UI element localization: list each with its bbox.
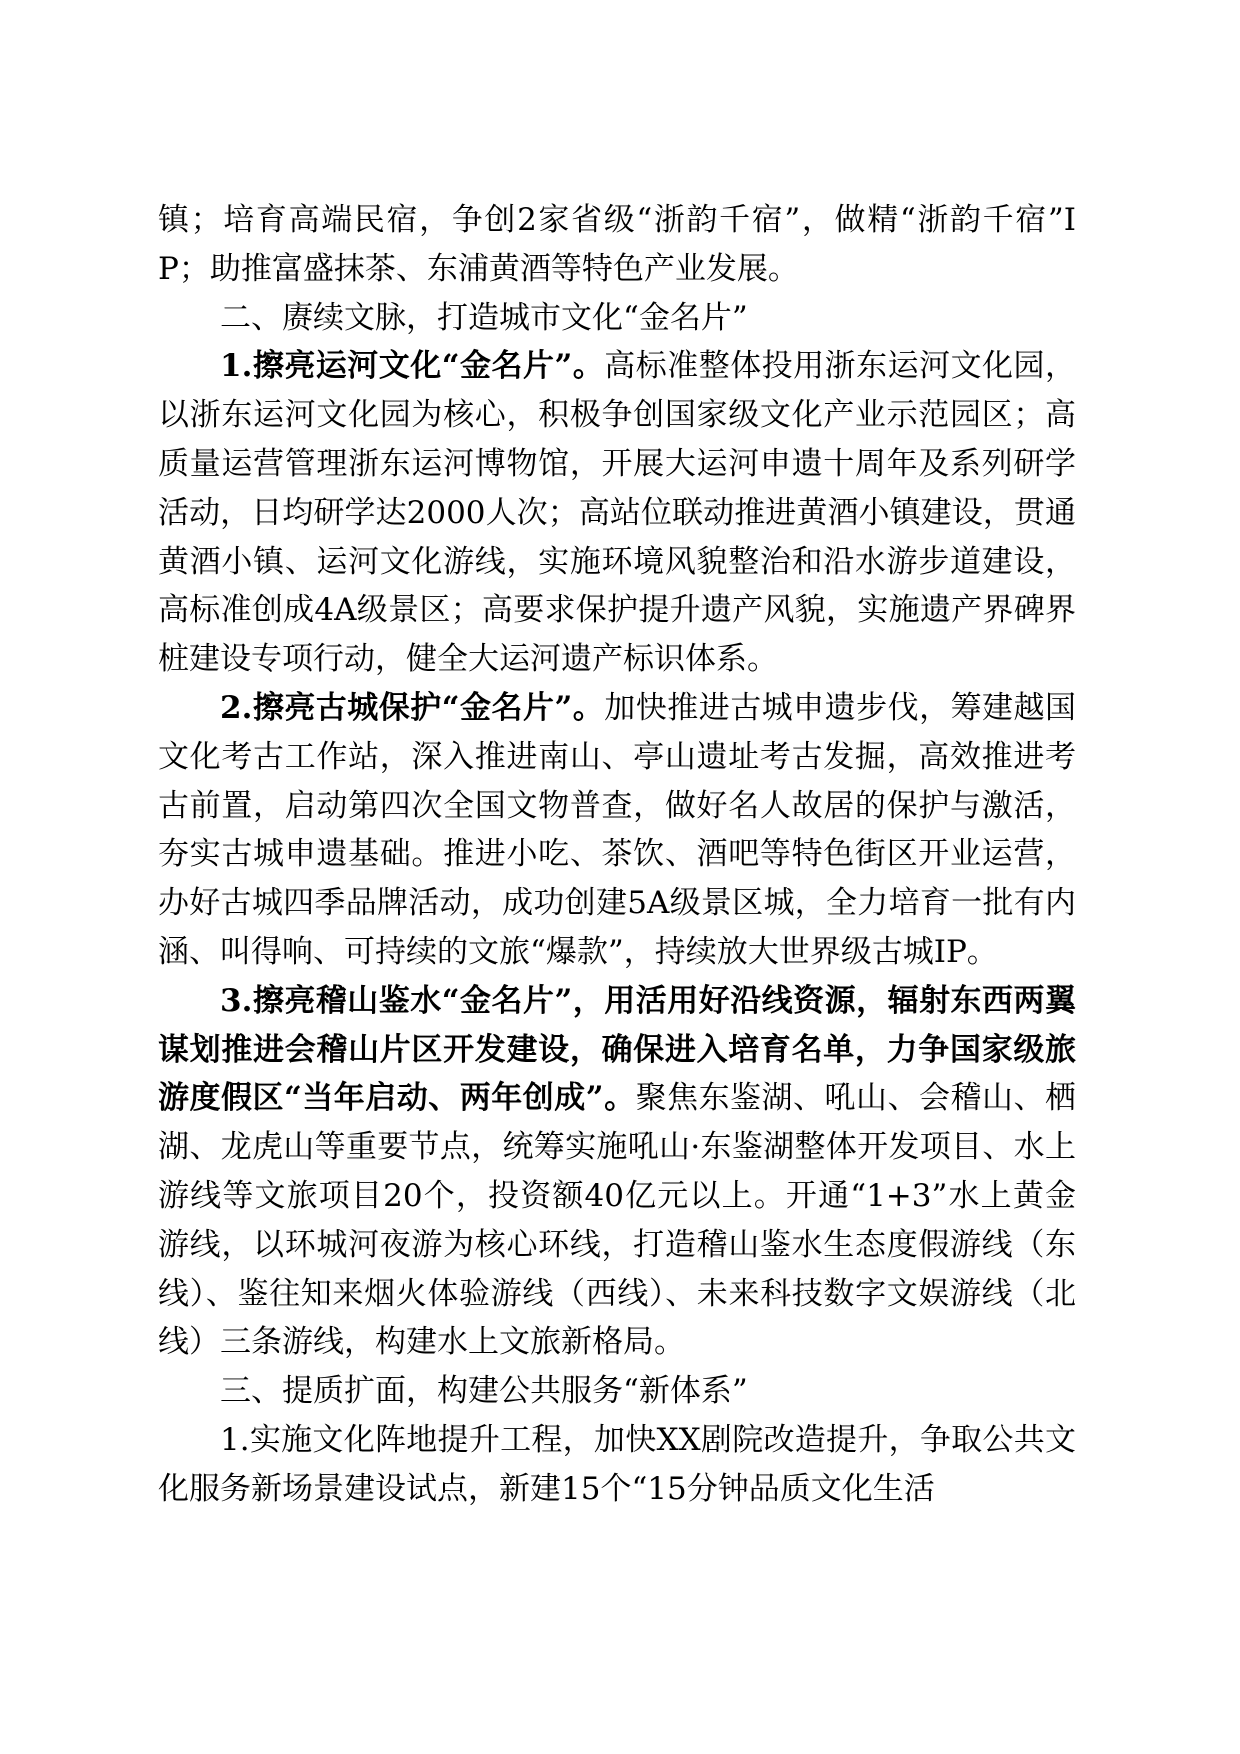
paragraph-ancient-city (158, 684, 1076, 977)
paragraph-body: 加快推进古城申遗步伐，筹建越国文化考古工作站，深入推进南山、亭山遗址考古发掘，高效推进考古前置，启动第四次全国文物普查，做好名人故居的保护与激活，夯实古城申遗基础。推进小吃、茶饮、酒吧等特色街区开业运营，办好古城四季品牌活动，成功创建5A级景区城，全力培育一批有内涵、叫得响、可持续的文旅“爆款”，持续放大世界级古城IP。 (158, 689, 1077, 970)
paragraph-lead: 2.擦亮古城保护“金名片”。 (220, 689, 605, 726)
section-3-heading: 三、提质扩面，构建公共服务“新体系” (220, 1373, 748, 1410)
paragraph-lead: 3.擦亮稽山鉴水“金名片”，用活用好沿线资源，辐射东西两翼谋划推进会稽山片区开发建设，确保进入培育名单，力争国家级旅游度假区“当年启动、两年创成”。 (158, 982, 1076, 1117)
document-page (158, 196, 1076, 1514)
intro-paragraph: 镇；培育高端民宿，争创2家省级“浙韵千宿”，做精“浙韵千宿”IP；助推富盛抹茶、东浦黄酒等特色产业发展。 (158, 202, 1076, 287)
paragraph-cultural-venues: 1.实施文化阵地提升工程，加快XX剧院改造提升，争取公共文化服务新场景建设试点，新建15个“15分钟品质文化生活 (158, 1421, 1076, 1507)
paragraph-body: 高标准整体投用浙东运河文化园，以浙东运河文化园为核心，积极争创国家级文化产业示范园区；高质量运营管理浙东运河博物馆，开展大运河申遗十周年及系列研学活动，日均研学达2000人次；高站位联动推进黄酒小镇建设，贯通黄酒小镇、运河文化游线，实施环境风貌整治和沿水游步道建设，高标准创成4A级景区；高要求保护提升遗产风貌，实施遗产界碑界桩建设专项行动，健全大运河遗产标识体系。 (158, 348, 1077, 678)
paragraph-canal-culture (158, 342, 1076, 684)
paragraph-jishan-jianshui (158, 977, 1076, 1367)
section-2-heading: 二、赓续文脉，打造城市文化“金名片” (220, 299, 748, 336)
paragraph-lead: 1.擦亮运河文化“金名片”。 (220, 348, 605, 385)
paragraph-body: 聚焦东鉴湖、吼山、会稽山、栖湖、龙虎山等重要节点，统筹实施吼山·东鉴湖整体开发项目、水上游线等文旅项目20个，投资额40亿元以上。开通“1+3”水上黄金游线，以环城河夜游为核心环线，打造稽山鉴水生态度假游线（东线）、鉴往知来烟火体验游线（西线）、未来科技数字文娱游线（北线）三条游线，构建水上文旅新格局。 (158, 1080, 1076, 1361)
